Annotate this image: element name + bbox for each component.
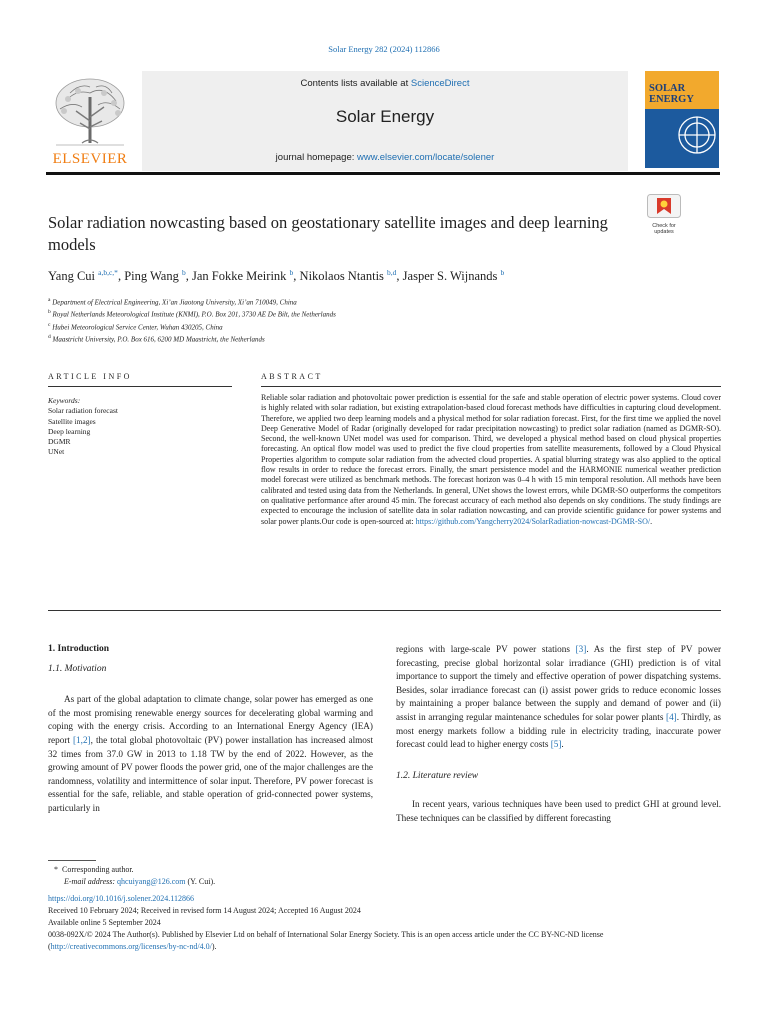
author-separator: , [117,269,125,284]
affiliation-c [48,320,648,332]
author-separator: , [293,269,300,284]
text-run: . Thirdly, as most energy markets follow a bidding rule in electricity trading, inaccurate power forecast could lead to higher energy costs [396,711,721,750]
author-separator: , [185,269,192,284]
homepage-line [142,152,628,163]
received-dates: Received 10 February 2024; Received in revised form 14 August 2024; Accepted 16 August 2024 [48,906,361,915]
author-affiliation-marks[interactable]: b [289,268,294,277]
homepage-prefix: journal homepage: [275,152,358,163]
keyword-item: Solar radiation forecast [48,406,118,416]
affiliation-mark: a [48,297,51,303]
paragraph-3: In recent years, various techniques have been used to predict GHI at ground level. These techniques can be classified by different forecasting [396,799,721,823]
masthead-rule [46,172,720,175]
keyword-item: DGMR [48,437,71,447]
check-for-updates-badge[interactable] [647,194,681,235]
keywords-block [48,396,228,458]
author-name: Jan Fokke Meirink [191,269,287,284]
subsection-heading-motivation: 1.1. Motivation [48,663,107,674]
license-note [48,929,720,953]
email-suffix: (Y. Cui). [185,877,216,886]
email-note [48,876,720,888]
citation-link[interactable]: [1,2] [73,734,91,745]
author-1[interactable] [48,269,124,283]
check-updates-icon [647,194,681,218]
license-link[interactable]: http://creativecommons.org/licenses/by-nc-nd/4.0/ [50,942,212,951]
keyword-item: Deep learning [48,426,91,436]
affiliation-text: Hubei Meteorological Service Center, Wuhan 430205, China [52,322,223,331]
journal-cover[interactable] [645,71,719,168]
keywords-label: Keywords: [48,396,81,405]
author-name: Ping Wang [124,269,179,284]
footnotes [48,864,720,953]
abstract-rule [261,386,721,387]
affiliation-list [48,295,648,344]
affiliation-b [48,307,648,319]
author-list [48,268,728,284]
article-info-label: ARTICLE INFO [48,372,132,381]
author-name: Jasper S. Wijnands [402,269,498,284]
paragraph-1 [48,693,373,815]
abstract-label: ABSTRACT [261,372,323,381]
journal-reference[interactable]: Solar Energy 282 (2024) 112866 [328,44,440,54]
homepage-link[interactable]: www.elsevier.com/locate/solener [357,152,495,163]
journal-name: Solar Energy [335,107,435,126]
author-affiliation-marks[interactable]: b [500,268,505,277]
text-run: . As the first step of PV power forecasting, precise global horizontal solar irradiance (GHI) prediction is of vital importance to support the timely and effective operation of power dispatching systems. Besides, solar irradiance forecast can (i) assist power grids to reduce economic losses by maintaining a proper balance between the supply and demand of power and (ii) assist in arranging regular maintenance schedules for solar power plants [396,644,722,722]
author-4[interactable] [300,269,403,283]
publisher-name: ELSEVIER [52,151,128,167]
body-left-column [48,643,373,816]
cover-title [649,83,694,105]
affiliation-mark: d [48,333,51,340]
cover-title-line-1: SOLAR [649,83,686,94]
author-name: Nikolaos Ntantis [299,269,384,284]
email-label: E-mail address: [64,877,118,886]
masthead-banner [142,71,628,171]
affiliation-mark: b [48,309,51,316]
text-run: regions with large-scale PV power stations [396,644,576,654]
paragraph-2 [396,643,721,752]
abstract-body: Reliable solar radiation and photovoltaic power prediction is essential for the safe and stable operation of electric power systems. Cloud cover is highly related with solar radiation, but existing extrapolation-based cloud forecast methods have difficulties in capturing cloud development. Therefore, we applied two deep learning models and a physical method for solar radiation forecast. First, for the first time we applied the novel Deep Generative Model of Radar (originally developed for radar precipitation nowcasting) to predict solar radiation (named as DGMR-SO). Second, the well-known UNet model was used for comparison. Third, we developed a physical method based on cloud physical properties forecasting. An optical flow model was used to predict the five cloud properties from satellite measurements, followed by a Cloud Physical Properties algorithm to compute solar radiation from the advected cloud properties. A spatial blurring strategy was also applied to the optical flow results in order to reduce the forecast errors. Finally, the smart persistence model and the HARMONIE numerical weather prediction model forecast were utilized as benchmark methods. The forecast horizon was 0–4 h with 15 min temporal resolution. All methods have been calibrated and tested using data from the Netherlands. In general, UNet shows the lowest errors, while DGMR-SO outperforms the competitors on qualitative performance after around 45 min. The forecast accuracy of each method also depends on sky conditions. The study findings are expected to encourage the inclusion of satellite data in solar radiation nowcasting, and can provide scientific guidance for power systems and solar power plants.Our code is open-sourced at: [261,393,721,526]
abstract-text [261,393,721,527]
email-link[interactable]: qhcuiyang@126.com [117,877,186,886]
affiliation-mark: c [48,321,51,328]
citation-link[interactable]: [4] [666,711,677,722]
corresponding-author-note [48,864,720,876]
affiliation-d [48,332,648,344]
check-updates-label: Check for updates [652,223,676,235]
affiliation-a [48,295,648,307]
keyword-item: Satellite images [48,416,96,426]
affiliation-text: Maastricht University, P.O. Box 616, 6200 MD Maastricht, the Netherlands [52,335,265,344]
article-info-rule [48,386,232,387]
citation-link[interactable]: [5] [550,739,562,750]
body-right-column [396,643,721,826]
affiliation-text: Department of Electrical Engineering, Xi’an Jiaotong University, Xi’an 710049, China [52,298,297,307]
section-heading-introduction: 1. Introduction [48,644,110,654]
author-2[interactable] [124,269,192,283]
author-affiliation-marks[interactable]: b,d [387,268,397,277]
publisher-logo[interactable] [46,71,134,171]
available-online-date: Available online 5 September 2024 [48,918,161,927]
keyword-item: UNet [48,447,65,457]
sciencedirect-link[interactable]: ScienceDirect [410,78,470,89]
citation-link[interactable]: [3] [575,644,587,654]
footnote-text: Corresponding author. [62,865,134,874]
license-text: 0038-092X/© 2024 The Author(s). Published by Elsevier Ltd on behalf of International Solar Energy Society. This is an open access article under the CC BY-NC-ND license ( [48,930,604,951]
cover-title-line-2: ENERGY [649,94,694,105]
doi-link[interactable]: https://doi.org/10.1016/j.solener.2024.112866 [48,894,194,903]
affiliation-text: Royal Netherlands Meteorological Institute (KNMI), P.O. Box 201, 3730 AE De Bilt, the Netherlands [52,310,336,319]
license-end: ). [211,942,217,951]
footnote-rule [48,860,96,861]
article-title: Solar radiation nowcasting based on geostationary satellite images and deep learning models [48,213,608,254]
author-affiliation-marks[interactable]: b [181,268,186,277]
footnote-mark: * [54,865,58,874]
masthead [46,71,628,171]
author-name: Yang Cui [48,269,96,284]
subsection-heading-literature-review: 1.2. Literature review [396,770,479,781]
text-run: As part of the global adaptation to climate change, solar power has emerged as one of the most promising renewable energy sources for decelerating global warming and coping with the energy crisis. According to an International Energy Agency (IEA) report [48,694,373,745]
code-repository-link[interactable]: https://github.com/Yangcherry2024/SolarRadiation-nowcast-DGMR-SO/ [415,516,651,526]
contents-prefix: Contents lists available at [300,78,411,89]
author-affiliation-marks[interactable]: a,b,c,* [98,268,118,277]
text-run: , the total global photovoltaic (PV) power installation has increased almost 32 times from 37.0 GW in 2013 to 1.18 TW by the end of 2022. However, as the growing amount of PV power floods the power grid, one of the major challenges are the randomness, volatility and intermittence of solar input. Therefore, PV power forecast is essential for the safe, reliable, and stable operation of grid-connected power systems, particularly in [48,734,374,813]
author-5[interactable] [403,269,505,283]
abstract-end: . [650,516,653,526]
author-separator: , [396,269,403,284]
author-3[interactable] [192,269,300,283]
abstract-bottom-rule [48,610,721,611]
contents-line [142,78,628,89]
cover-graphic-icon [645,109,719,168]
text-run: . [561,739,564,750]
